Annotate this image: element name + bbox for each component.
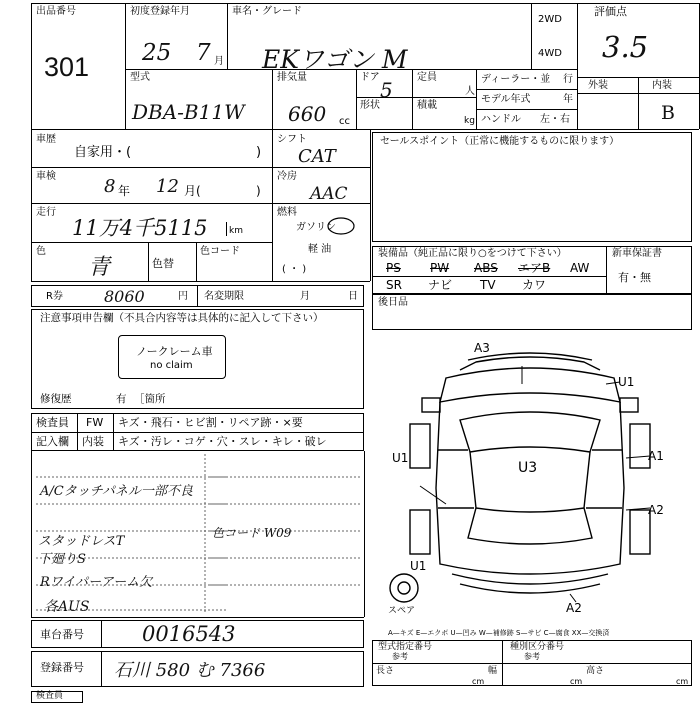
width-cm: cm [570,677,583,686]
first-reg-label: 初度登録年月 [130,6,190,17]
insp-month-unit: 月( [184,184,201,198]
car-damage-diagram [380,338,698,616]
equip-pw: PW [430,261,450,275]
int-items: キズ・汚レ・コゲ・穴・スレ・キレ・破レ [118,435,327,448]
month-unit: 月 [214,56,224,67]
steering-options: 左・右 [540,114,570,125]
bottom-inspector-label: 検査員 [36,691,64,701]
equip-aw: AW [570,261,590,275]
fuel-gas: ガソリン [296,222,336,233]
capacity-label: 定員 [417,72,437,83]
color-code-label: 色コード [200,246,240,257]
history-label: 車歴 [36,134,56,145]
recycle-value: 8060 [104,287,145,306]
repair-label: 修復歴 [40,393,72,405]
fuel-paren: ( ・ ) [282,264,307,275]
exterior-label: 外装 [588,80,608,91]
history-value: 自家用・( [74,145,132,160]
no-claim-jp: ノークレーム車 [136,345,213,358]
mileage-value: 11万4千5115 [72,216,208,240]
nc-month-unit: 月 [300,291,310,302]
drive-2wd: 2WD [538,14,562,25]
equip-tv: TV [480,278,496,292]
sales-point-box [372,132,692,242]
recycle-label: R券 [46,291,63,302]
doors-label: ドア [360,72,380,83]
mark-u1-rear-left: U1 [410,559,427,573]
fuel-label: 燃料 [277,207,297,218]
car-name-label: 車名・グレード [232,6,302,17]
insp-month: 12 [156,176,179,197]
reg-label: 登録番号 [40,661,84,674]
mark-a3: A3 [474,341,490,355]
dealer-label: ディーラー・並 [481,74,551,85]
chassis-label: 車台番号 [40,628,84,641]
spec-num-label: 型式指定番号 [378,642,433,652]
color-label: 色 [36,246,46,257]
no-claim-en: no claim [150,360,193,371]
int-label: 内装 [82,435,104,448]
mark-u3-roof: U3 [518,460,538,476]
sales-point-label: セールスポイント（正常に機能するものに限ります） [380,136,620,147]
doors-value: 5 [380,78,393,102]
ac-value: AAC [310,184,348,204]
mark-a2-rear: A2 [566,601,582,615]
fuel-diesel: 軽 油 [308,244,332,255]
year-unit: 年 [118,184,131,198]
mileage-label: 走行 [36,207,56,218]
car-name-value: EKワゴン M [262,45,408,74]
mark-u1-top-right: U1 [618,375,635,389]
ac-label: 冷房 [277,171,297,182]
fuel-circle-mark [326,216,356,236]
shift-label: シフト [277,134,307,145]
shift-value: CAT [298,146,336,167]
fw-label: FW [86,416,104,429]
color-code-note: 色コード W09 [212,526,292,540]
history-close: ) [256,145,262,160]
class-num-ref: 参考 [524,652,540,661]
inspector-label-1: 検査員 [36,416,69,429]
length-label: 長さ [376,666,395,676]
equip-sr: SR [386,278,402,292]
interior-label: 内装 [652,80,672,91]
mark-u1-left: U1 [392,451,409,465]
height-label: 高さ [586,666,605,676]
spare-label: スペア [388,606,416,616]
capacity-unit: 人 [465,86,475,97]
yen-unit: 円 [178,291,188,302]
first-reg-year: 25 [142,40,172,66]
insp-close: ) [256,184,261,198]
damage-legend: A—キズ E—エクボ U—凹み W—補修跡 S—サビ C—腐食 XX—交換済 [388,629,610,637]
lot-no-label: 出品番号 [36,6,76,17]
model-value: DBA-B11W [132,100,245,124]
grade-label: 評価点 [594,5,627,18]
cc-unit: cc [339,116,350,127]
height-cm: cm [676,677,689,686]
displacement-label: 排気量 [277,72,307,83]
mark-a2-right: A2 [648,503,664,517]
remark-line-4: Rワイパーアーム欠 [40,575,153,590]
inspector-label-2: 記入欄 [36,435,69,448]
fw-items: キズ・飛石・ヒビ割・リペア跡・×要 [118,416,303,429]
model-year-suffix: 年 [563,94,573,105]
reg-value: 石川 580 む 7366 [114,660,266,681]
spec-num-ref: 参考 [392,652,408,661]
equip-ps: PS [386,261,401,275]
nc-day-unit: 日 [348,291,358,302]
remark-line-5: 各AUS [44,599,90,615]
model-year-label: モデル年式 [481,94,531,105]
interior-grade: B [661,102,675,124]
inspection-label: 車検 [36,171,56,182]
equipment-label: 装備品（純正品に限り○をつけて下さい） [378,248,567,259]
remark-line-2: スタッドレスT [38,534,125,549]
load-unit: kg [464,116,475,126]
remark-line-3: 下廻りS [38,552,86,567]
retrofit-label: 後日品 [378,297,408,308]
steering-label: ハンドル [481,114,521,125]
insp-year: 8 [104,176,116,197]
shape-label: 形状 [360,100,380,111]
chassis-value: 0016543 [142,622,236,646]
remark-line-1: A/Cタッチパネル一部不良 [40,484,193,499]
load-label: 積載 [417,100,437,111]
first-reg-month: 7 [196,40,211,66]
repair-location: ［箇所 [134,393,166,405]
displacement-value: 660 [288,102,327,126]
grade-value: 3.5 [602,30,649,64]
lot-no-value: 301 [44,52,90,82]
dealer-suffix: 行 [563,74,573,85]
equip-navi: ナビ [428,278,453,292]
color-change-label: 色替 [152,257,174,270]
mark-a1-right: A1 [648,449,664,463]
equip-leather: カワ [522,278,547,292]
width-label: 幅 [488,666,498,676]
equip-airbag: エアB [518,261,551,275]
repair-yes: 有 [116,393,127,405]
warranty-options: 有・無 [618,271,651,284]
length-cm: cm [472,677,485,686]
model-label: 型式 [130,72,150,83]
retrofit-box [372,294,692,330]
name-change-label: 名変期限 [204,291,244,302]
class-num-label: 種別区分番号 [510,642,565,652]
notes-label: 注意事項申告欄（不具合内容等は具体的に記入して下さい） [40,312,324,324]
equip-abs: ABS [474,261,498,275]
km-unit: km [229,226,243,236]
warranty-label: 新車保証書 [612,248,662,259]
drive-4wd: 4WD [538,48,562,59]
color-value: 青 [88,255,111,280]
